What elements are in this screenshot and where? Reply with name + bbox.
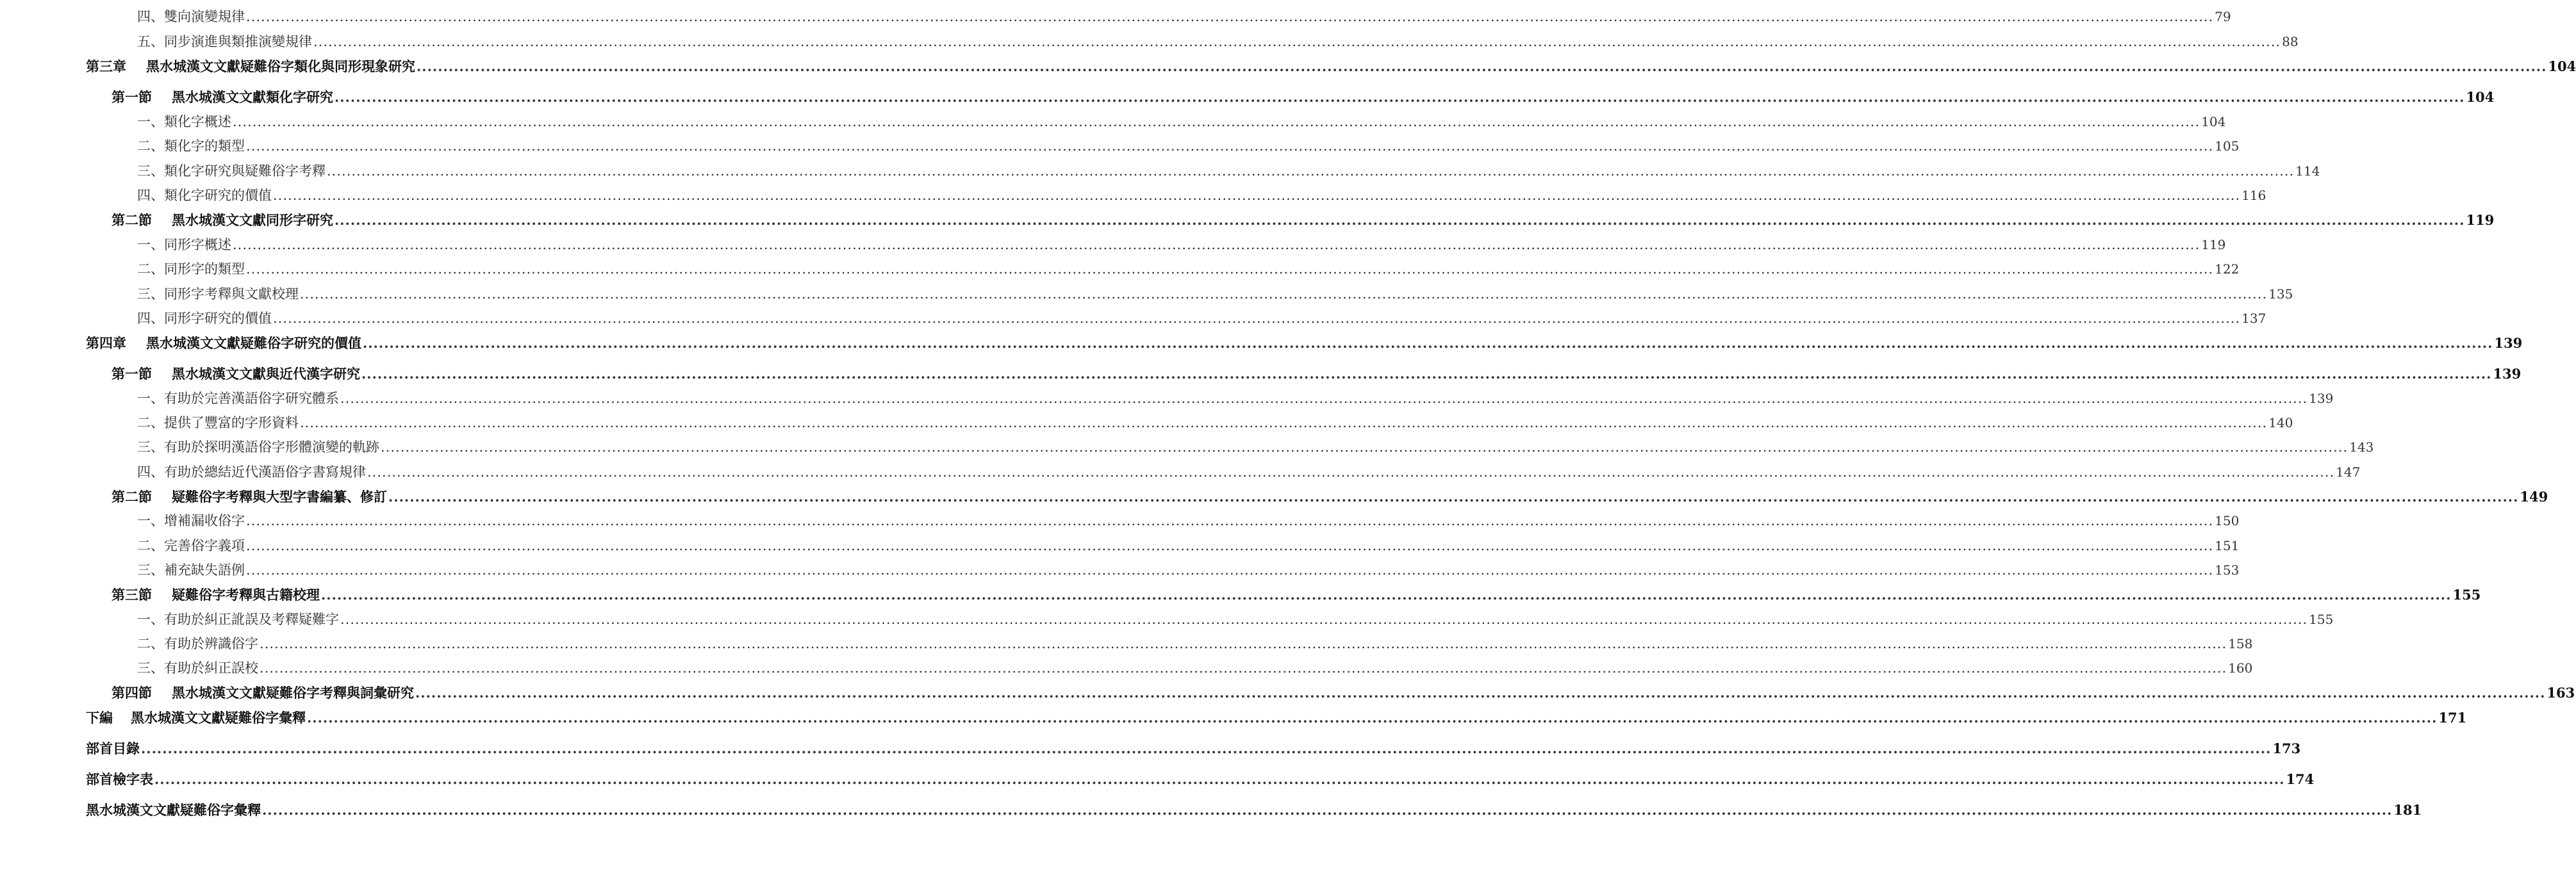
toc-entry-number: 第三章: [86, 58, 126, 74]
toc-leader-dots: ................................................................................................................................................................................................................................................................................................................................................................................................................: [141, 740, 2272, 756]
toc-entry-item: [137, 311, 2266, 326]
toc-entry-label: [137, 140, 245, 153]
toc-entry-item: [137, 538, 2240, 553]
toc-entry-number: 第四節: [111, 685, 152, 701]
toc-entry-section: [111, 685, 2575, 701]
toc-entry-title: 同形字研究的價值: [164, 311, 272, 326]
toc-entry-label: [137, 238, 231, 252]
toc-page-number: 147: [2336, 464, 2361, 480]
toc-entry-label: [137, 662, 258, 675]
toc-leader-dots: ................................................................................................................................................................................................................................................................................................................................................................................................................: [246, 9, 2214, 24]
toc-entry-item: [137, 188, 2266, 203]
toc-entry-title: 黑水城漢文文獻疑難俗字彙釋: [131, 710, 306, 726]
toc-entry-item: [137, 562, 2240, 578]
toc-entry-number: 第三節: [111, 587, 152, 603]
toc-entry-title: 類化字概述: [164, 114, 231, 129]
toc-entry-number: 二、: [137, 538, 164, 553]
toc-entry-title: 完善俗字義項: [164, 538, 245, 553]
toc-entry-title: 黑水城漢文文獻與近代漢字研究: [172, 366, 360, 382]
toc-page-number: 155: [2309, 612, 2334, 627]
toc-entry-item: [137, 114, 2226, 129]
toc-entry-item: [137, 636, 2253, 651]
toc-page-number: 104: [2201, 114, 2226, 129]
toc-leader-dots: ................................................................................................................................................................................................................................................................................................................................................................................................................: [300, 286, 2268, 302]
toc-leader-dots: ................................................................................................................................................................................................................................................................................................................................................................................................................: [260, 636, 2227, 651]
toc-page-number: 149: [2520, 489, 2548, 505]
toc-entry-item: [137, 261, 2240, 277]
toc-entry-label: [111, 213, 333, 227]
toc-entry-title: 增補漏收俗字: [164, 513, 245, 528]
toc-entry-number: 三、: [137, 660, 164, 676]
toc-leader-dots: ................................................................................................................................................................................................................................................................................................................................................................................................................: [246, 513, 2214, 528]
toc-entry-number: 三、: [137, 163, 164, 179]
toc-entry-number: 一、: [137, 391, 164, 406]
toc-leader-dots: ................................................................................................................................................................................................................................................................................................................................................................................................................: [246, 261, 2214, 277]
toc-leader-dots: ................................................................................................................................................................................................................................................................................................................................................................................................................: [307, 710, 2438, 726]
toc-entry-label: [137, 165, 326, 178]
toc-entry-label: [137, 288, 299, 301]
toc-leader-dots: ................................................................................................................................................................................................................................................................................................................................................................................................................: [361, 366, 2492, 382]
toc-entry-title: 有助於辨識俗字: [164, 636, 258, 651]
toc-entry-number: 第四章: [86, 335, 126, 351]
toc-page-number: 174: [2286, 771, 2315, 787]
toc-entry-section: [111, 89, 2495, 105]
toc-page-number: 139: [2493, 366, 2522, 382]
toc-entry-number: 一、: [137, 513, 164, 528]
toc-entry-chapter: [86, 58, 2576, 74]
toc-entry-label: [111, 90, 333, 104]
toc-page-number: 116: [2242, 188, 2266, 203]
toc-entry-title: 黑水城漢文文獻疑難俗字彙釋: [86, 802, 261, 818]
toc-entry-number: 三、: [137, 439, 164, 455]
toc-page-number: 171: [2438, 710, 2467, 726]
toc-leader-dots: ................................................................................................................................................................................................................................................................................................................................................................................................................: [246, 562, 2214, 578]
toc-entry-number: 一、: [137, 114, 164, 129]
toc-page-number: 119: [2466, 212, 2495, 228]
toc-entry-number: 四、: [137, 464, 164, 480]
toc-leader-dots: ................................................................................................................................................................................................................................................................................................................................................................................................................: [233, 237, 2200, 252]
toc-entry-title: 黑水城漢文文獻疑難俗字考釋與詞彙研究: [172, 685, 414, 701]
toc-entry-title: 有助於糾正訛誤及考釋疑難字: [164, 612, 339, 627]
toc-entry-label: [86, 772, 153, 786]
toc-leader-dots: ................................................................................................................................................................................................................................................................................................................................................................................................................: [340, 612, 2308, 627]
toc-page-number: 158: [2228, 636, 2253, 651]
toc-page-number: 139: [2494, 335, 2523, 351]
toc-leader-dots: ................................................................................................................................................................................................................................................................................................................................................................................................................: [273, 311, 2241, 326]
toc-entry-item: [137, 163, 2320, 179]
toc-entry-top: [86, 802, 2422, 818]
toc-entry-item: [137, 660, 2253, 676]
toc-leader-dots: ................................................................................................................................................................................................................................................................................................................................................................................................................: [273, 188, 2241, 203]
toc-entry-title: 類化字研究的價值: [164, 188, 272, 203]
toc-entry-label: [137, 441, 379, 454]
toc-entry-label: [86, 742, 140, 755]
toc-entry-number: 二、: [137, 138, 164, 154]
toc-page-number: 105: [2215, 138, 2240, 154]
toc-entry-number: 四、: [137, 9, 164, 24]
toc-page-number: 151: [2215, 538, 2240, 553]
toc-entry-label: [86, 803, 261, 817]
toc-leader-dots: ................................................................................................................................................................................................................................................................................................................................................................................................................: [321, 587, 2452, 603]
toc-page-number: 88: [2282, 34, 2299, 49]
toc-entry-title: 提供了豐富的字形資料: [164, 415, 299, 430]
toc-leader-dots: ................................................................................................................................................................................................................................................................................................................................................................................................................: [388, 489, 2519, 505]
toc-page-number: 143: [2349, 439, 2374, 455]
toc-entry-section: [111, 212, 2495, 228]
toc-entry-section: [111, 587, 2481, 603]
toc-entry-title: 黑水城漢文文獻疑難俗字類化與同形現象研究: [146, 58, 415, 74]
toc-page-number: 155: [2452, 587, 2481, 603]
toc-page-number: 122: [2215, 261, 2240, 277]
toc-entry-label: [86, 60, 415, 73]
toc-page-number: 135: [2268, 286, 2293, 302]
toc-entry-title: 部首目錄: [86, 740, 140, 756]
toc-entry-number: 二、: [137, 415, 164, 430]
toc-entry-number: 第一節: [111, 89, 152, 105]
toc-entry-label: [137, 189, 272, 202]
toc-page-number: 150: [2215, 513, 2240, 528]
toc-entry-number: 四、: [137, 311, 164, 326]
toc-entry-title: 有助於完善漢語俗字研究體系: [164, 391, 339, 406]
toc-entry-number: 一、: [137, 237, 164, 252]
toc-entry-label: [86, 336, 361, 350]
toc-entry-item: [137, 138, 2240, 154]
toc-entry-title: 雙向演變規律: [164, 9, 245, 24]
toc-entry-label: [137, 539, 245, 553]
toc-page-number: 119: [2201, 237, 2226, 252]
toc-page-number: 173: [2272, 740, 2301, 756]
toc-entry-label: [86, 711, 306, 724]
toc-entry-number: 四、: [137, 188, 164, 203]
toc-leader-dots: ................................................................................................................................................................................................................................................................................................................................................................................................................: [334, 212, 2465, 228]
toc-entry-title: 有助於總結近代漢語俗字書寫規律: [164, 464, 366, 480]
toc-entry-title: 同步演進與類推演變規律: [164, 34, 312, 49]
toc-entry-number: 一、: [137, 612, 164, 627]
toc-entry-title: 同形字概述: [164, 237, 231, 252]
toc-entry-title: 有助於糾正誤校: [164, 660, 258, 676]
toc-entry-title: 類化字的類型: [164, 138, 245, 154]
toc-leader-dots: ................................................................................................................................................................................................................................................................................................................................................................................................................: [246, 538, 2214, 553]
toc-entry-number: 三、: [137, 286, 164, 302]
toc-entry-section: [111, 489, 2548, 505]
toc-entry-item: [137, 439, 2374, 455]
toc-entry-title: 同形字考釋與文獻校理: [164, 286, 299, 302]
toc-entry-item: [137, 286, 2293, 302]
toc-entry-number: 三、: [137, 562, 164, 578]
toc-entry-number: 第二節: [111, 489, 152, 505]
toc-leader-dots: ................................................................................................................................................................................................................................................................................................................................................................................................................: [154, 771, 2285, 787]
toc-leader-dots: ................................................................................................................................................................................................................................................................................................................................................................................................................: [415, 685, 2546, 701]
toc-entry-title: 部首檢字表: [86, 771, 153, 787]
toc-entry-number: 五、: [137, 34, 164, 49]
toc-page-number: 181: [2393, 802, 2422, 818]
toc-entry-label: [137, 312, 272, 325]
toc-page-number: 104: [2466, 89, 2495, 105]
toc-page-number: 139: [2309, 391, 2334, 406]
toc-entry-title: 同形字的類型: [164, 261, 245, 277]
toc-entry-label: [111, 490, 387, 503]
toc-entry-number: 第一節: [111, 366, 152, 382]
toc-leader-dots: ................................................................................................................................................................................................................................................................................................................................................................................................................: [327, 163, 2295, 179]
toc-entry-item: [137, 513, 2240, 528]
toc-leader-dots: ................................................................................................................................................................................................................................................................................................................................................................................................................: [334, 89, 2465, 105]
toc-entry-title: 黑水城漢文文獻同形字研究: [172, 212, 333, 228]
toc-entry-label: [137, 35, 312, 49]
toc-entry-top: [86, 740, 2301, 756]
toc-leader-dots: ................................................................................................................................................................................................................................................................................................................................................................................................................: [363, 335, 2493, 351]
toc-entry-label: [137, 416, 299, 430]
toc-leader-dots: ................................................................................................................................................................................................................................................................................................................................................................................................................: [313, 34, 2281, 49]
toc-entry-title: 黑水城漢文文獻類化字研究: [172, 89, 333, 105]
toc-entry-title: 類化字研究與疑難俗字考釋: [164, 163, 326, 179]
toc-entry-section: [111, 366, 2522, 382]
toc-leader-dots: ................................................................................................................................................................................................................................................................................................................................................................................................................: [233, 114, 2200, 129]
toc-leader-dots: ................................................................................................................................................................................................................................................................................................................................................................................................................: [246, 138, 2214, 154]
toc-entry-title: 疑難俗字考釋與古籍校理: [172, 587, 320, 603]
toc-leader-dots: ................................................................................................................................................................................................................................................................................................................................................................................................................: [417, 58, 2547, 74]
toc-entry-label: [111, 686, 414, 699]
toc-page-number: 114: [2295, 163, 2320, 179]
toc-entry-item: [137, 237, 2226, 252]
toc-page-number: 163: [2547, 685, 2575, 701]
toc-entry-item: [137, 464, 2361, 480]
toc-entry-label: [137, 637, 258, 651]
toc-page-number: 79: [2215, 9, 2231, 24]
toc-entry-item: [137, 612, 2334, 627]
toc-page-number: 153: [2215, 562, 2240, 578]
toc-page-number: 104: [2548, 58, 2576, 74]
toc-entry-item: [137, 34, 2299, 49]
toc-entry-title: 補充缺失語例: [164, 562, 245, 578]
toc-leader-dots: ................................................................................................................................................................................................................................................................................................................................................................................................................: [381, 439, 2349, 455]
toc-entry-title: 黑水城漢文文獻疑難俗字研究的價值: [146, 335, 361, 351]
toc-entry-label: [137, 392, 339, 405]
toc-entry-label: [137, 10, 245, 24]
toc-leader-dots: ................................................................................................................................................................................................................................................................................................................................................................................................................: [262, 802, 2393, 818]
toc-entry-number: 二、: [137, 636, 164, 651]
toc-entry-label: [137, 263, 245, 276]
toc-entry-label: [137, 514, 245, 528]
toc-entry-label: [111, 367, 360, 380]
toc-leader-dots: ................................................................................................................................................................................................................................................................................................................................................................................................................: [260, 660, 2227, 676]
toc-entry-number: 下編: [86, 710, 113, 726]
toc-entry-item: [137, 415, 2293, 430]
toc-page-number: 160: [2228, 660, 2253, 676]
toc-entry-label: [137, 564, 245, 577]
toc-entry-title: 有助於探明漢語俗字形體演變的軌跡: [164, 439, 379, 455]
toc-page-number: 137: [2242, 311, 2266, 326]
toc-page-number: 140: [2268, 415, 2293, 430]
toc-entry-chapter: [86, 335, 2523, 351]
toc-entry-label: [137, 466, 366, 479]
toc-entry-top: [86, 771, 2315, 787]
toc-entry-part: [86, 710, 2467, 726]
toc-leader-dots: ................................................................................................................................................................................................................................................................................................................................................................................................................: [367, 464, 2335, 480]
toc-entry-label: [137, 115, 231, 129]
toc-entry-label: [111, 588, 320, 601]
toc-leader-dots: ................................................................................................................................................................................................................................................................................................................................................................................................................: [300, 415, 2268, 430]
toc-entry-item: [137, 9, 2231, 24]
toc-entry-title: 疑難俗字考釋與大型字書編纂、修訂: [172, 489, 387, 505]
toc-entry-item: [137, 391, 2334, 406]
toc-entry-number: 第二節: [111, 212, 152, 228]
toc-leader-dots: ................................................................................................................................................................................................................................................................................................................................................................................................................: [340, 391, 2308, 406]
toc-entry-number: 二、: [137, 261, 164, 277]
toc-entry-label: [137, 613, 339, 626]
